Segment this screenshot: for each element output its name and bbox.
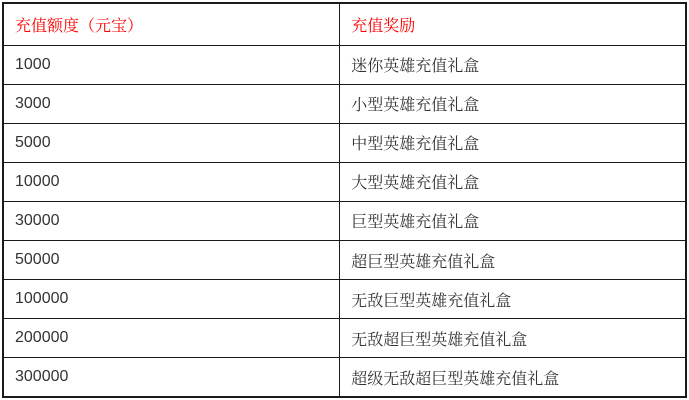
- reward-cell: 超巨型英雄充值礼盒: [340, 241, 686, 280]
- amount-cell: 50000: [3, 241, 340, 280]
- table-row: [3, 241, 686, 280]
- table-row: [3, 280, 686, 319]
- reward-cell: 无敌超巨型英雄充值礼盒: [340, 319, 686, 358]
- amount-cell: 1000: [3, 45, 340, 84]
- reward-cell: 迷你英雄充值礼盒: [340, 45, 686, 84]
- amount-cell: 200000: [3, 319, 340, 358]
- table-row: [3, 162, 686, 201]
- amount-cell: 300000: [3, 358, 340, 397]
- table-row: [3, 84, 686, 123]
- amount-cell: 10000: [3, 162, 340, 201]
- reward-cell: 无敌巨型英雄充值礼盒: [340, 280, 686, 319]
- column-header-reward: 充值奖励: [340, 3, 686, 45]
- recharge-rewards-table: [2, 2, 687, 398]
- amount-cell: 5000: [3, 123, 340, 162]
- reward-cell: 小型英雄充值礼盒: [340, 84, 686, 123]
- amount-cell: 3000: [3, 84, 340, 123]
- table-row: [3, 319, 686, 358]
- reward-cell: 超级无敌超巨型英雄充值礼盒: [340, 358, 686, 397]
- amount-cell: 100000: [3, 280, 340, 319]
- table-row: [3, 358, 686, 397]
- table-body: [3, 45, 686, 397]
- table-row: [3, 201, 686, 240]
- reward-cell: 中型英雄充值礼盒: [340, 123, 686, 162]
- table-row: [3, 45, 686, 84]
- table-row: [3, 123, 686, 162]
- table-header: [3, 3, 686, 45]
- amount-cell: 30000: [3, 201, 340, 240]
- reward-cell: 大型英雄充值礼盒: [340, 162, 686, 201]
- column-header-amount: 充值额度（元宝）: [3, 3, 340, 45]
- header-row: [3, 3, 686, 45]
- reward-cell: 巨型英雄充值礼盒: [340, 201, 686, 240]
